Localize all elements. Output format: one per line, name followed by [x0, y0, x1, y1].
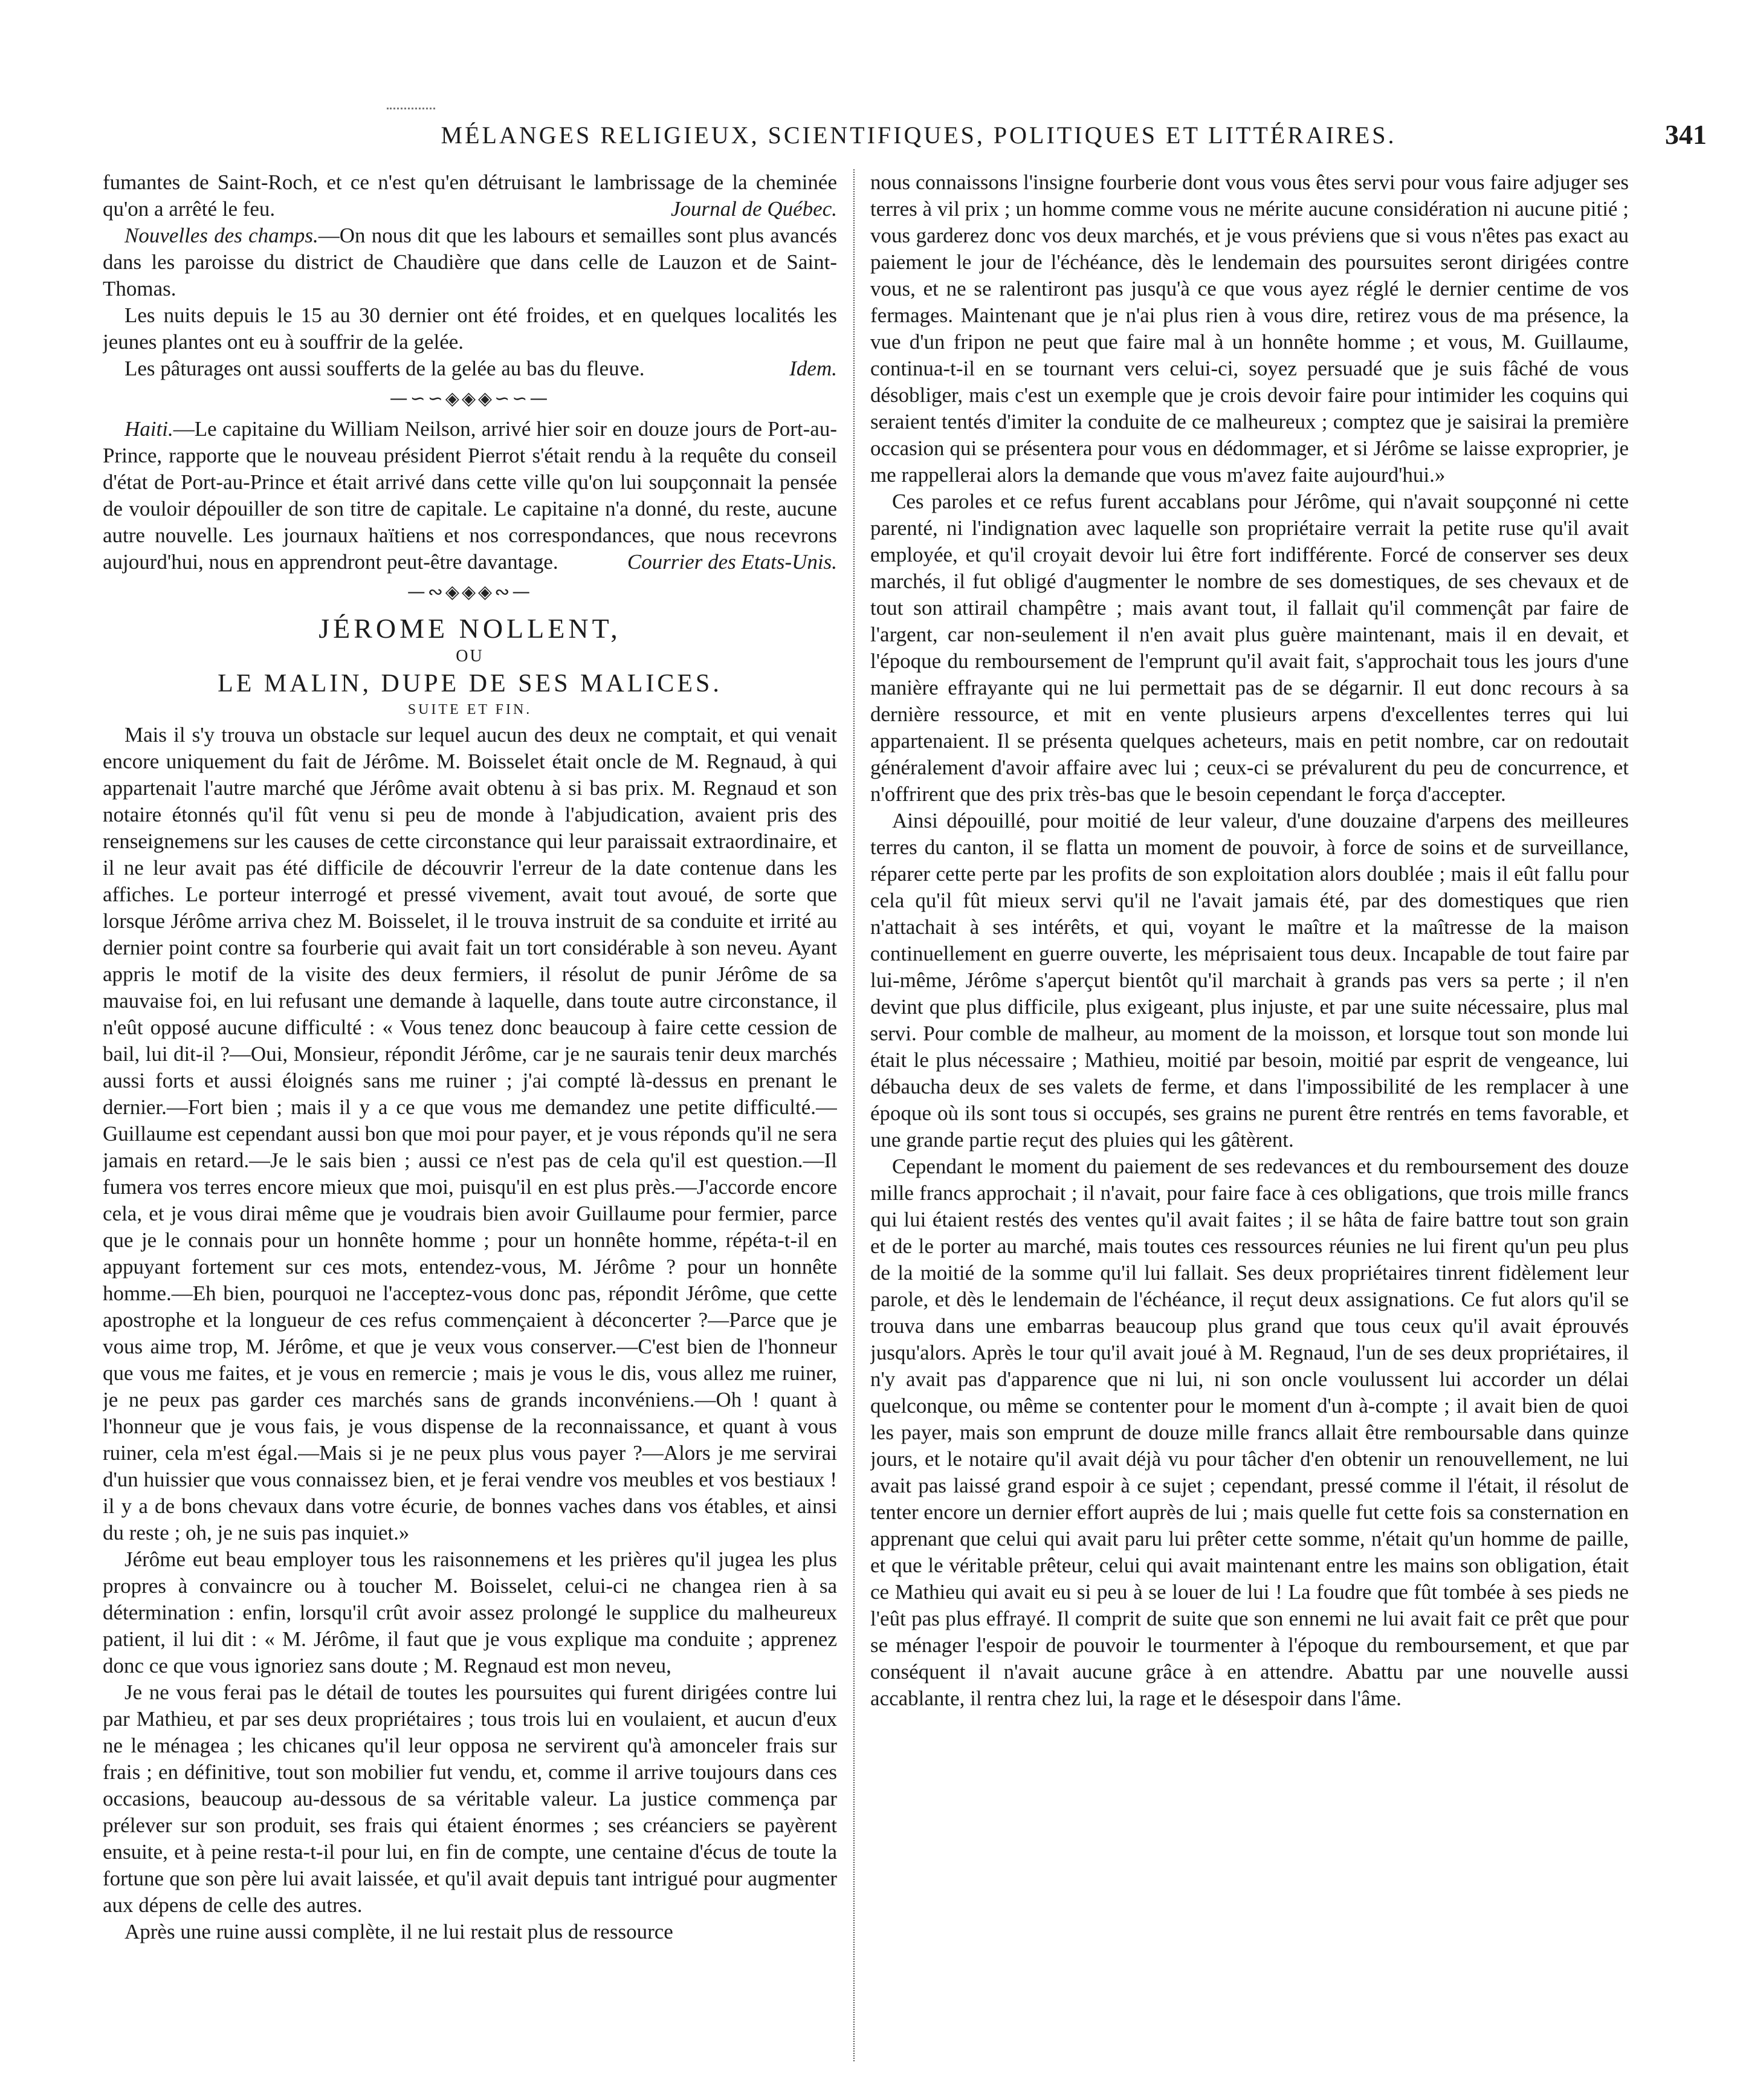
news-item-haiti	[103, 416, 837, 575]
story-title-ou: OU	[456, 647, 484, 666]
news-item-haiti-heading: Haiti.	[124, 417, 173, 441]
story-paragraph-1: Mais il s'y trouva un obstacle sur lequel aucun des deux ne comptait, et qui venait encore uniquement du fait de Jérôme. M. Boisselet était oncle de M. Regnaud, à qui appartenait l'autre marché que Jérôme avait obtenu à si bas prix. M. Regnaud et son notaire étonnés qu'il fût venu si peu de monde à l'abjudication, avaient pris des renseignemens sur les causes de cette circonstance qui leur paraissait extraordinaire, et il ne leur avait pas été difficile de découvrir l'erreur de la date contenue dans les affiches. Le porteur interrogé et pressé vivement, avait tout avoué, de sorte que lorsque Jérôme arriva chez M. Boisselet, il le trouva instruit de sa conduite et irrité au dernier point contre sa fourberie qui avait fait un tort considérable à son neveu. Ayant appris le motif de la visite des deux fermiers, il résolut de punir Jérôme de sa mauvaise foi, en lui refusant une demande à laquelle, dans toute autre circonstance, il n'eût opposé aucune difficulté : « Vous tenez donc beaucoup à faire cette cession de bail, lui dit-il ?—Oui, Monsieur, répondit Jérôme, car je ne saurais tenir deux marchés aussi forts et aussi éloignés sans me ruiner ; j'ai compté là-dessus en prenant le dernier.—Fort bien ; mais il y a ce que vous me demandez une petite difficulté.—Guillaume est cependant aussi bon que moi pour payer, et je vous réponds qu'il ne sera jamais en retard.—Je le sais bien ; aussi ce n'est pas de cela qu'il est question.—Il fumera vos terres encore mieux que moi, puisqu'il en est plus près.—J'accorde encore cela, et je vous dirai même que je voudrais bien avoir Guillaume pour fermier, parce que je le connais pour un honnête homme ; pour un honnête homme, répéta-t-il en appuyant fortement sur ces mots, entendez-vous, M. Jérôme ? pour un honnête homme.—Eh bien, pourquoi ne l'acceptez-vous donc pas, répondit Jérôme, que cette apostrophe et la longueur de ces refus commençaient à déconcerter ?—Parce que je vous aime trop, M. Jérôme, et que je veux vous conserver.—C'est bien de l'honneur que vous me faites, et je vous en remercie ; mais je vous le dis, vous allez me ruiner, je ne peux pas garder ces marchés sans de grands inconvéniens.—Oh ! quant à l'honneur que je vous fais, je vous dispense de la reconnaissance, et quant à vous ruiner, cela m'est égal.—Mais si je ne peux plus vous payer ?—Alors je me servirai d'un huissier que vous connaissez bien, et je ferai vendre vos meubles et vos bestiaux ! il y a de bons chevaux dans votre écurie, de bonnes vaches dans vos étables, et ainsi du reste ; oh, je ne suis pas inquiet.»	[103, 723, 837, 1544]
article-intro-text: fumantes de Saint-Roch, et ce n'est qu'en détruisant le lambrissage de la cheminée qu'on a arrêté le feu.	[103, 170, 837, 221]
column-divider	[853, 169, 855, 2061]
story-right-paragraph-1: nous connaissons l'insigne fourberie dont vous vous êtes servi pour vous faire adjuger ses terres à vil prix ; un homme comme vous ne mérite aucune considération ni aucune pitié ; vous garderez donc vos deux marchés, et je vous préviens que si vous n'êtes pas exact au paiement le jour de l'échéance, dès le lendemain des poursuites seront dirigées contre vous, et ne se ralentiront pas jusqu'à ce que vous ayez réglé le dernier centime de vos fermages. Maintenant que je n'ai plus rien à vous dire, retirez vous de ma présence, la vue d'un fripon ne peut que faire mal à un honnête homme ; et vous, M. Guillaume, continua-t-il en se tournant vers celui-ci, soyez persuadé que je suis fâché de vous désobliger, mais c'est un exemple que je crois devoir faire pour intimider les coquins qui seraient tentés d'imiter la conduite de ce malheureux ; comptez que je saisirai la première occasion qui se présentera pour vous en dédommager, et si Jérôme se laisse exproprier, je me rappellerai alors la demande que vous m'avez faite aujourd'hui.»	[870, 170, 1629, 487]
story-title: JÉROME NOLLENT,	[318, 613, 621, 644]
news-item-champs-text: —On nous dit que les labours et semailles sont plus avancés dans les paroisse du district de Chaudière que dans celle de Lauzon et de Saint-Thomas.	[103, 224, 837, 300]
article-intro-attribution: Journal de Québec.	[670, 197, 837, 221]
left-column	[103, 169, 837, 2073]
story-paragraph-4: Après une ruine aussi complète, il ne lui restait plus de ressource	[124, 1920, 673, 1943]
story-subtitle: LE MALIN, DUPE DE SES MALICES.	[218, 670, 722, 698]
page-number: 341	[1665, 119, 1707, 150]
news-item-paturages-attribution: Idem.	[789, 357, 837, 380]
news-item-paturages	[103, 355, 837, 382]
news-item-champs	[103, 222, 837, 302]
header-ornament-rule	[387, 108, 435, 109]
running-head: MÉLANGES RELIGIEUX, SCIENTIFIQUES, POLITIQUES ET LITTÉRAIRES.	[441, 122, 1397, 149]
story-right-paragraph-2: Ces paroles et ce refus furent accablans pour Jérôme, qui n'avait soupçonné ni cette parenté, ni l'indignation avec laquelle son propriétaire verrait la petite ruse qu'il avait employée, et qu'il croyait devoir lui être fort indifférente. Forcé de conserver ses deux marchés, il fut obligé d'augmenter le nombre de ses domestiques, de ses chevaux et de tout son attirail champêtre ; mais avant tout, il fallait qu'il commençât par faire de l'argent, car non-seulement il n'en avait plus guère maintenant, mais il en devait, et l'époque du remboursement de l'emprunt qu'il avait fait, s'approchait tous les jours d'une manière effrayante qui ne lui permettait pas de se dégarnir. Il eut donc recours à sa dernière ressource, et mit en vente plusieurs arpens d'excellentes terres qui lui appartenaient. Il se présenta quelques acheteurs, mais en petit nombre, car on redoutait généralement d'avoir affaire avec lui ; ceux-ci se prévalurent du peu de concurrence, et n'offrirent que des prix très-bas que le besoin cependant le força d'accepter.	[870, 490, 1629, 806]
section-ornament-2: —∾◈◈◈∾—	[407, 582, 533, 603]
story-right-paragraph-4: Cependant le moment du paiement de ses redevances et du remboursement des douze mille francs approchait ; il n'avait, pour faire face à ces obligations, que trois mille francs qui lui étaient restés des ventes qu'il avait faites ; il se hâta de faire battre tout son grain et de le porter au marché, mais toutes ces ressources réunies ne lui firent qu'un peu plus de la moitié de la somme qu'il lui fallait. Ses deux propriétaires tinrent fidèlement leur parole, et dès le lendemain de l'échéance, il reçut deux assignations. Ce fut alors qu'il se trouva dans une embarras beaucoup plus grand que tous ceux qu'il avait éprouvés jusqu'alors. Après le tour qu'il avait joué à M. Regnaud, l'un de ses deux propriétaires, il n'y avait pas d'apparence que ni lui, ni son oncle voulussent lui accorder un délai quelconque, ou même se contenter pour le moment d'un à-compte ; il avait bien de quoi les payer, mais son emprunt de douze mille francs allait être remboursable dans quinze jours, et le notaire qu'il avait déjà vu pour tâcher d'en obtenir un renouvellement, ne lui avait pas laissé grand espoir à ce sujet ; cependant, pressé comme il l'était, il résolut de tenter encore un dernier effort auprès de lui ; mais quelle fut cette fois sa consternation en apprenant que celui qui avait paru lui prêter cette somme, n'était qu'un homme de paille, et que le véritable prêteur, celui qui avait maintenant entre les mains son obligation, était ce Mathieu qui avait eu si peu à se louer de lui ! La foudre que fût tombée à ses pieds ne l'eût pas plus effrayé. Il comprit de suite que son ennemi ne lui avait fait ce prêt que pour se ménager l'espoir de pouvoir le tourmenter à l'époque du remboursement, et que par conséquent il n'avait aucune grâce à en attendre. Abattu par une nouvelle aussi accablante, il rentra chez lui, la rage et le désespoir dans l'âme.	[870, 1155, 1629, 1710]
news-item-nuits: Les nuits depuis le 15 au 30 dernier ont été froides, et en quelques localités les jeunes plantes ont eu à souffrir de la gelée.	[103, 303, 837, 354]
news-item-haiti-text: —Le capitaine du William Neilson, arrivé hier soir en douze jours de Port-au-Prince, rapporte que le nouveau président Pierrot s'était rendu à la requête du conseil d'état de Port-au-Prince et était arrivé dans cette ville qu'on lui soupçonnait la pensée de vouloir dépouiller de son titre de capitale. Le capitaine n'a donné, du reste, aucune autre nouvelle. Les journaux haïtiens et nos correspondances, que nous recevrons aujourd'hui, nous en apprendront peut-être davantage.	[103, 417, 837, 574]
article-intro	[103, 169, 837, 222]
story-continuation-note: SUITE ET FIN.	[407, 702, 532, 718]
story-paragraph-3: Je ne vous ferai pas le détail de toutes les poursuites qui furent dirigées contre lui par Mathieu, et par ses deux propriétaires ; tous trois lui en voulaient, et aucun d'eux ne le ménagea ; les chicanes qu'il leur opposa ne servirent qu'à amonceler frais sur frais ; en définitive, tout son mobilier fut vendu, et, comme il arrive toujours dans ces occasions, beaucoup au-dessous de sa véritable valeur. La justice commença par prélever sur son produit, ses frais qui étaient énormes ; ses créanciers se payèrent ensuite, et à peine resta-t-il pour lui, en fin de compte, une centaine d'écus de toute la fortune que son père lui avait laissée, et qu'il avait depuis tant intrigué pour augmenter aux dépens de celle des autres.	[103, 1680, 837, 1917]
section-ornament-1: —∽∽◈◈◈∽∽—	[389, 388, 551, 409]
news-item-haiti-attribution: Courrier des Etats-Unis.	[627, 550, 837, 574]
news-item-paturages-text: Les pâturages ont aussi soufferts de la gelée au bas du fleuve.	[124, 357, 645, 380]
story-paragraph-2: Jérôme eut beau employer tous les raisonnemens et les prières qu'il jugea les plus propres à convaincre ou à toucher M. Boisselet, celui-ci ne changea rien à sa détermination : enfin, lorsqu'il crût avoir assez prolongé le supplice du malheureux patient, il lui dit : « M. Jérôme, il faut que je vous explique ma conduite ; apprenez donc ce que vous ignoriez sans doute ; M. Regnaud est mon neveu,	[103, 1547, 837, 1677]
right-column	[870, 169, 1629, 2073]
story-right-paragraph-3: Ainsi dépouillé, pour moitié de leur valeur, d'une douzaine d'arpens des meilleures terres du canton, il se flatta un moment de pouvoir, à force de soins et de surveillance, réparer cette perte par les profits de son exploitation alors doublée ; mais il eût fallu pour cela qu'il fût mieux servi qu'il ne l'avait jamais été, par des domestiques que rien n'attachait à ses intérêts, et qui, voyant le maître et la maîtresse de la maison continuellement en guerre ouverte, les méprisaient tous deux. Incapable de tout faire par lui-même, Jérôme s'aperçut bientôt qu'il marchait à grands pas vers sa perte ; il n'en devint que plus difficile, plus exigeant, plus injuste, et par une suite nécessaire, plus mal servi. Pour comble de malheur, au moment de la moisson, et lorsque tout son monde lui était le plus nécessaire ; Mathieu, moitié par besoin, moitié par esprit de vengeance, lui débaucha deux de ses valets de ferme, et dans l'impossibilité de les remplacer à une époque où ils sont tous si occupés, ses grains ne purent être rentrés en tems favorable, et une grande partie reçut des pluies qui les gâtèrent.	[870, 809, 1629, 1152]
news-item-champs-heading: Nouvelles des champs.	[124, 224, 318, 247]
